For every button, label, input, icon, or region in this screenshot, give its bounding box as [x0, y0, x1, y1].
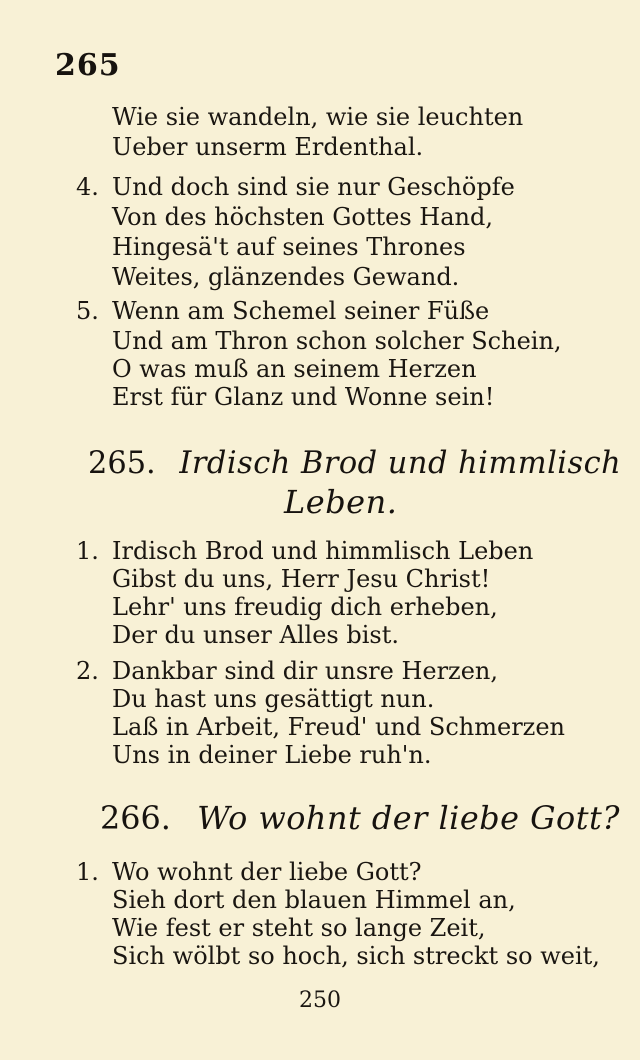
verse-line: O was muß an seinem Herzen — [112, 355, 477, 383]
verse-line: Erst für Glanz und Wonne sein! — [112, 383, 495, 411]
verse-line: Und am Thron schon solcher Schein, — [112, 327, 562, 355]
verse-line: Und doch sind sie nur Geschöpfe — [112, 173, 515, 201]
stanza-number: 5. — [76, 297, 99, 325]
stanza-number: 4. — [76, 173, 99, 201]
verse-line: Laß in Arbeit, Freud' und Schmerzen — [112, 713, 565, 741]
verse-line: Uns in deiner Liebe ruh'n. — [112, 741, 432, 769]
running-head-hymn-number: 265 — [55, 48, 121, 83]
page-number: 250 — [299, 988, 341, 1013]
verse-line: Der du unser Alles bist. — [112, 621, 399, 649]
verse-line: Gibst du uns, Herr Jesu Christ! — [112, 565, 491, 593]
verse-line: Wie sie wandeln, wie sie leuchten — [112, 103, 524, 131]
hymn-heading — [88, 446, 621, 482]
verse-line: Sieh dort den blauen Himmel an, — [112, 886, 516, 914]
verse-line: Sich wölbt so hoch, sich streckt so weit, — [112, 942, 600, 970]
verse-line: Du hast uns gesättigt nun. — [112, 685, 435, 713]
stanza-number: 1. — [76, 858, 99, 886]
hymn-title-continued — [284, 484, 397, 520]
hymn-title: Wo wohnt der liebe Gott? — [197, 799, 620, 837]
verse-line: Lehr' uns freudig dich erheben, — [112, 593, 498, 621]
verse-line: Irdisch Brod und himmlisch Leben — [112, 537, 534, 565]
hymn-title: Irdisch Brod und himmlisch — [179, 446, 622, 481]
verse-line: Dankbar sind dir unsre Herzen, — [112, 657, 498, 685]
verse-line: Weites, glänzendes Gewand. — [112, 263, 460, 291]
verse-line: Ueber unserm Erdenthal. — [112, 133, 424, 161]
verse-line: Wo wohnt der liebe Gott? — [112, 858, 422, 886]
stanza-number: 1. — [76, 537, 99, 565]
hymn-number: 266. — [100, 799, 171, 837]
verse-line: Wie fest er steht so lange Zeit, — [112, 914, 486, 942]
verse-line: Hingesä't auf seines Thrones — [112, 233, 466, 261]
hymn-number: 265. — [88, 446, 156, 481]
verse-line: Wenn am Schemel seiner Füße — [112, 297, 490, 325]
hymn-title-line2: Leben. — [284, 483, 398, 521]
verse-line: Von des höchsten Gottes Hand, — [112, 203, 493, 231]
stanza-number: 2. — [76, 657, 99, 685]
hymn-heading — [100, 800, 620, 836]
